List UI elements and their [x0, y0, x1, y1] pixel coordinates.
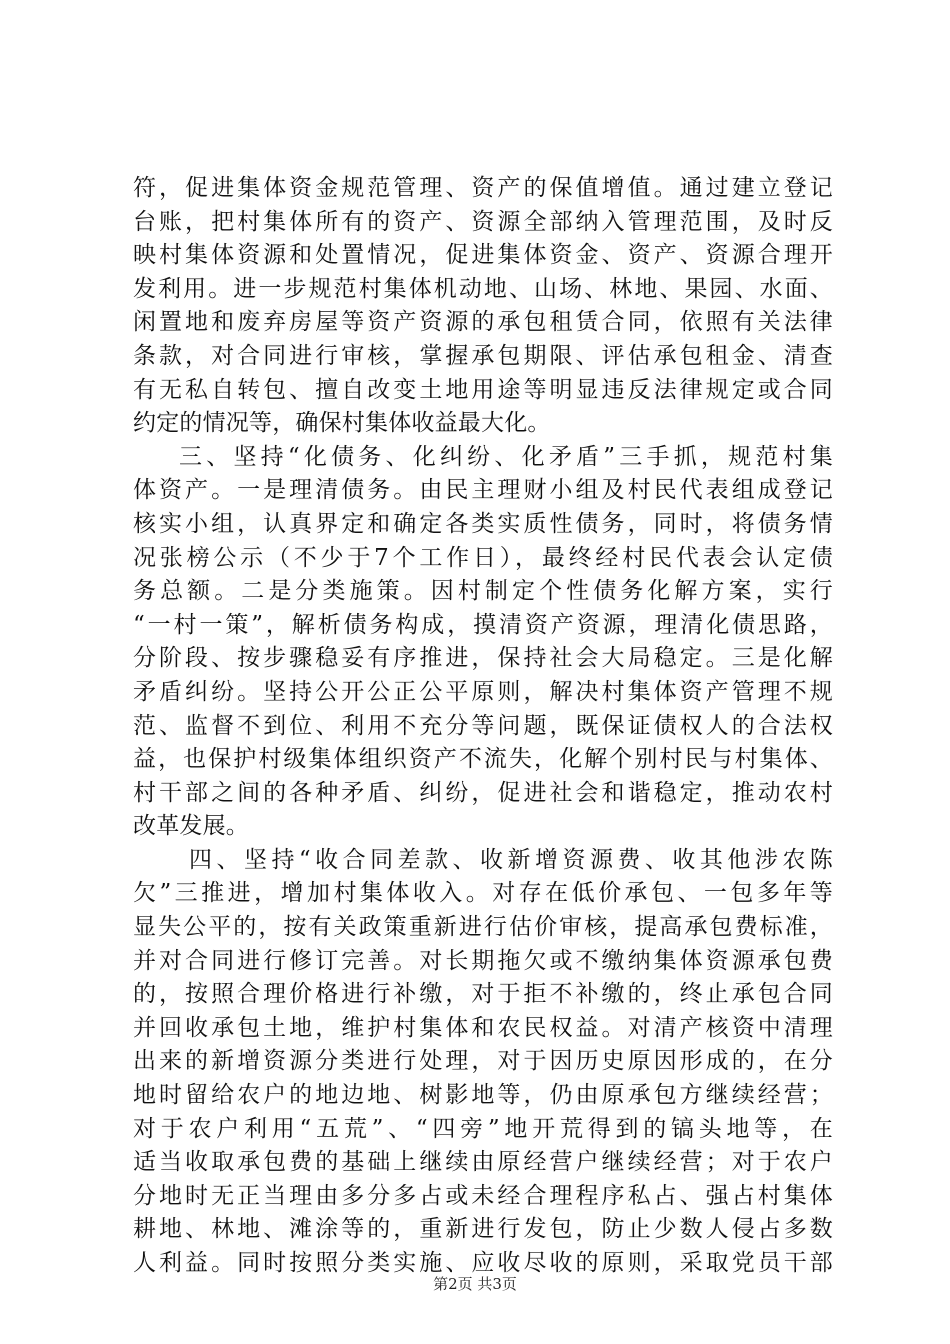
section-four-first-line: 四、坚持“收合同差款、收新增资源费、收其他涉农陈: [189, 846, 833, 873]
text-line: 有无私自转包、擅自改变土地用途等明显违反法律规定或合同: [133, 376, 833, 403]
text-line: 发利用。进一步规范村集体机动地、山场、林地、果园、水面、: [133, 275, 833, 302]
text-line: 务总额。二是分类施策。因村制定个性债务化解方案，实行: [133, 578, 833, 605]
text-line: 分地时无正当理由多分多占或未经合理程序私占、强占村集体: [133, 1182, 833, 1209]
text-line: 出来的新增资源分类进行处理，对于因历史原因形成的，在分: [133, 1048, 833, 1075]
text-line: “一村一策”，解析债务构成，摸清资产资源，理清化债思路，: [133, 611, 833, 638]
text-line: 闲置地和废弃房屋等资产资源的承包租赁合同，依照有关法律: [133, 309, 833, 336]
text-line: 台账，把村集体所有的资产、资源全部纳入管理范围，及时反: [133, 208, 833, 235]
text-line: 显失公平的，按有关政策重新进行估价审核，提高承包费标准，: [133, 914, 833, 941]
text-line: 对于农户利用“五荒”、“四旁”地开荒得到的镐头地等，在: [133, 1115, 833, 1142]
text-line: 矛盾纠纷。坚持公开公正公平原则，解决村集体资产管理不规: [133, 678, 833, 705]
text-line: 符，促进集体资金规范管理、资产的保值增值。通过建立登记: [133, 175, 833, 201]
text-line: 并回收承包土地，维护村集体和农民权益。对清产核资中清理: [133, 1014, 833, 1041]
text-line: 改革发展。: [133, 813, 249, 840]
text-line: 映村集体资源和处置情况，促进集体资金、资产、资源合理开: [133, 242, 833, 269]
text-line: 况张榜公示（不少于7个工作日），最终经村民代表会认定债: [133, 544, 833, 571]
document-body: [133, 172, 833, 1281]
text-line: 范、监督不到位、利用不充分等问题，既保证债权人的合法权: [133, 712, 833, 739]
text-line: 耕地、林地、滩涂等的，重新进行发包，防止少数人侵占多数: [133, 1216, 833, 1243]
text-line: 村干部之间的各种矛盾、纠纷，促进社会和谐稳定，推动农村: [133, 779, 833, 806]
text-line: 并对合同进行修订完善。对长期拖欠或不缴纳集体资源承包费: [133, 947, 833, 974]
text-line: 欠”三推进，增加村集体收入。对存在低价承包、一包多年等: [133, 880, 833, 907]
text-line: 的，按照合理价格进行补缴，对于拒不补缴的，终止承包合同: [133, 981, 833, 1008]
text-line: 体资产。一是理清债务。由民主理财小组及村民代表组成登记: [133, 477, 833, 504]
section-three-first-line: 三、坚持“化债务、化纠纷、化矛盾”三手抓，规范村集: [179, 443, 833, 470]
text-line: 地时留给农户的地边地、树影地等，仍由原承包方继续经营；: [133, 1082, 833, 1109]
text-line: 条款，对合同进行审核，掌握承包期限、评估承包租金、清查: [133, 342, 833, 369]
text-line: 约定的情况等，确保村集体收益最大化。: [133, 410, 551, 437]
text-line: 分阶段、按步骤稳妥有序推进，保持社会大局稳定。三是化解: [133, 645, 833, 672]
text-line: 益，也保护村级集体组织资产不流失，化解个别村民与村集体、: [133, 746, 833, 773]
page-footer: 第2页 共3页: [433, 1275, 517, 1293]
text-line: 适当收取承包费的基础上继续由原经营户继续经营；对于农户: [133, 1149, 833, 1176]
text-line: 人利益。同时按照分类实施、应收尽收的原则，采取党员干部: [133, 1250, 833, 1276]
text-line: 核实小组，认真界定和确定各类实质性债务，同时，将债务情: [133, 510, 833, 537]
